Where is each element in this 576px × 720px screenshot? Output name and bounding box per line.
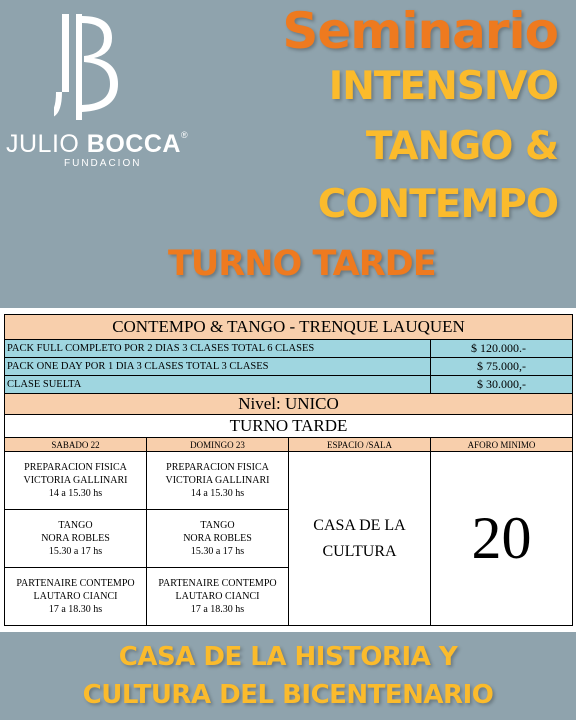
header [0,0,576,308]
class-cell-domingo: PREPARACION FISICA VICTORIA GALLINARI 14 a 15.30 hs [147,452,289,510]
footer-line-1: CASA DE LA HISTORIA Y [118,642,458,672]
schedule-table [4,314,573,626]
pack-row [5,358,573,376]
table-title: CONTEMPO & TANGO - TRENQUE LAUQUEN [5,315,573,340]
title-intensivo: INTENSIVO [328,64,558,109]
logo-subtitle: FUNDACION [64,158,142,169]
nivel-row: Nivel: UNICO [5,394,573,415]
footer-line-2: CULTURA DEL BICENTENARIO [82,680,494,710]
place-cell [289,452,431,626]
turno-row: TURNO TARDE [5,415,573,438]
logo-name: JULIO BOCCA® [6,130,189,158]
column-headers [5,438,573,452]
header-aforo: AFORO MINIMO [431,438,573,452]
class-cell-domingo: PARTENAIRE CONTEMPO LAUTARO CIANCI 17 a 18.30 hs [147,568,289,626]
aforo-cell [431,452,573,626]
title-turno-tarde: TURNO TARDE [168,244,436,284]
aforo-value: 20 [471,505,532,571]
title-tango: TANGO & [365,124,558,169]
class-cell-sabado: PARTENAIRE CONTEMPO LAUTARO CIANCI 17 a 18.30 hs [5,568,147,626]
class-cell-sabado: PREPARACION FISICA VICTORIA GALLINARI 14 a 15.30 hs [5,452,147,510]
pack-label: PACK FULL COMPLETO POR 2 DIAS 3 CLASES TOTAL 6 CLASES [5,340,431,358]
class-cell-domingo: TANGO NORA ROBLES 15.30 a 17 hs [147,510,289,568]
header-espacio: ESPACIO /SALA [289,438,431,452]
pack-row [5,340,573,358]
pack-price: $ 120.000.- [431,340,573,358]
jb-monogram-icon [54,12,124,122]
schedule-sheet [0,308,576,632]
class-cell-sabado: TANGO NORA ROBLES 15.30 a 17 hs [5,510,147,568]
pack-price: $ 75.000,- [431,358,573,376]
title-contempo: CONTEMPO [317,182,558,227]
pack-label: CLASE SUELTA [5,376,431,394]
pack-label: PACK ONE DAY POR 1 DIA 3 CLASES TOTAL 3 CLASES [5,358,431,376]
footer [0,632,576,720]
class-row [5,452,573,510]
julio-bocca-logo [6,12,189,169]
header-domingo: DOMINGO 23 [147,438,289,452]
pack-price: $ 30.000,- [431,376,573,394]
header-sabado: SABADO 22 [5,438,147,452]
pack-row [5,376,573,394]
place-name: CASA DE LA CULTURA [313,516,406,560]
title-seminario: Seminario [282,2,558,60]
